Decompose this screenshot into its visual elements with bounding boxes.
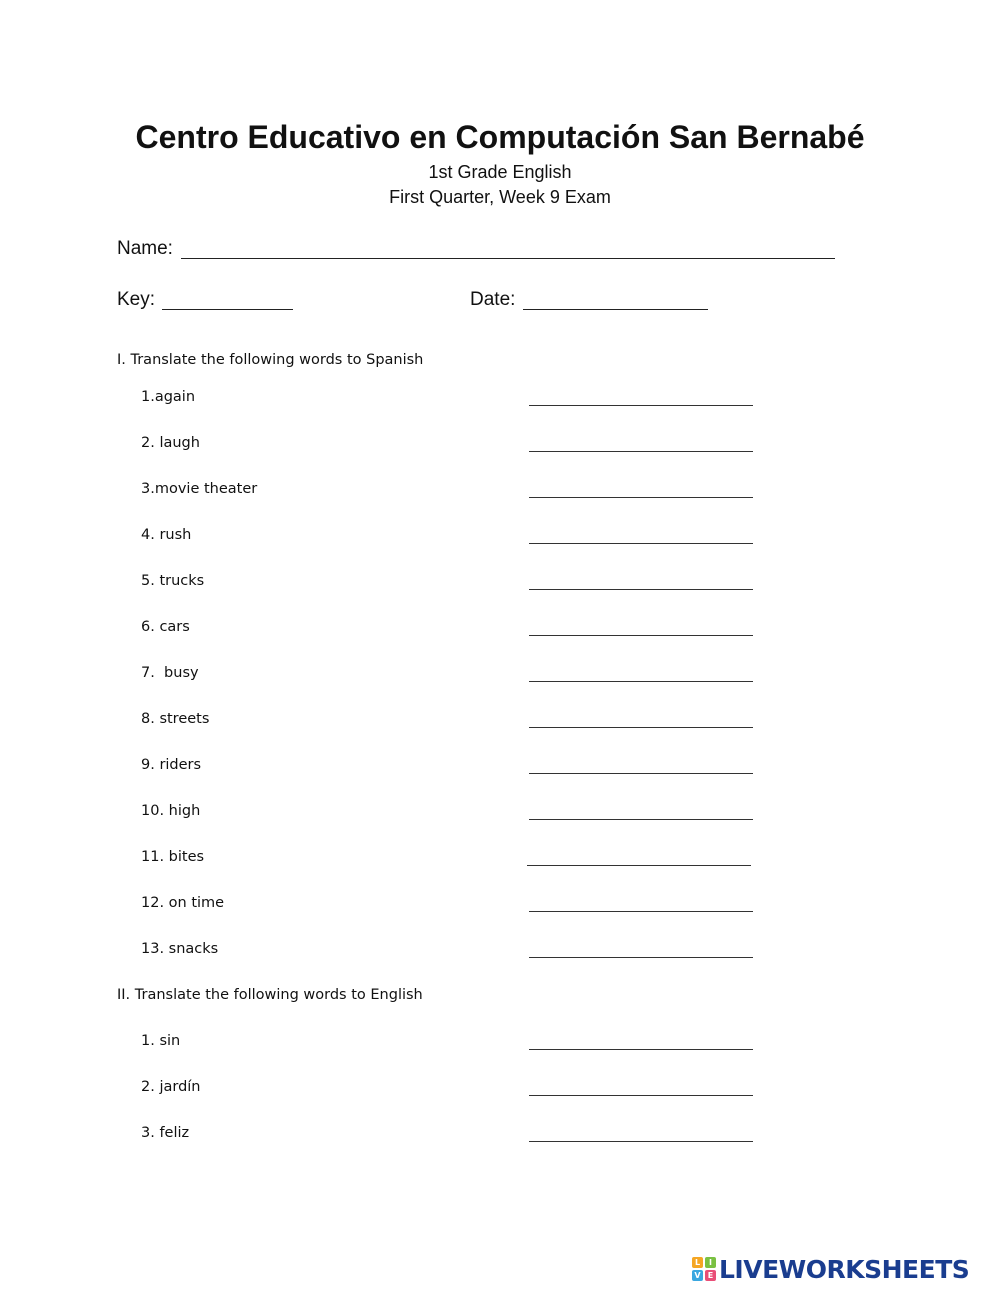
liveworksheets-logo-icon [692,1257,716,1281]
key-label: Key: [117,289,156,310]
section-1-heading: I. Translate the following words to Spanish [117,352,424,368]
answer-blank[interactable] [529,957,753,958]
answer-blank[interactable] [529,589,753,590]
answer-blank[interactable] [529,911,753,912]
logo-tile-e: E [705,1270,716,1281]
school-title: Centro Educativo en Computación San Bernabé [135,119,865,155]
question-item: 5. trucks [141,573,205,589]
question-item: 11. bites [141,849,205,865]
question-item: 4. rush [141,527,192,543]
key-field[interactable] [162,309,293,310]
question-item: 3. feliz [141,1125,190,1141]
logo-wordmark: LIVEWORKSHEETS [719,1254,970,1284]
course-subtitle: 1st Grade English [428,162,572,182]
question-item: 6. cars [141,619,190,635]
answer-blank[interactable] [529,497,753,498]
answer-blank[interactable] [529,543,753,544]
logo-tile-l: L [692,1257,703,1268]
answer-blank[interactable] [529,1049,753,1050]
question-item: 1. sin [141,1033,181,1049]
question-item: 12. on time [141,895,225,911]
answer-blank[interactable] [529,635,753,636]
liveworksheets-logo [692,1254,969,1284]
date-label: Date: [470,289,516,310]
answer-blank[interactable] [527,865,751,866]
question-item: 2. laugh [141,435,200,451]
answer-blank[interactable] [529,451,753,452]
answer-blank[interactable] [529,773,753,774]
logo-tile-v: V [692,1270,703,1281]
question-item: 1.again [141,389,196,405]
name-field[interactable] [181,258,835,259]
question-item: 8. streets [141,711,210,727]
question-item: 2. jardín [141,1079,201,1095]
question-item: 13. snacks [141,941,219,957]
question-item: 7. busy [141,665,199,681]
question-item: 10. high [141,803,201,819]
answer-blank[interactable] [529,1095,753,1096]
question-item: 9. riders [141,757,202,773]
answer-blank[interactable] [529,727,753,728]
answer-blank[interactable] [529,405,753,406]
date-field[interactable] [523,309,708,310]
question-item: 3.movie theater [141,481,258,497]
logo-tile-i: I [705,1257,716,1268]
answer-blank[interactable] [529,1141,753,1142]
answer-blank[interactable] [529,819,753,820]
answer-blank[interactable] [529,681,753,682]
section-2-heading: II. Translate the following words to English [117,987,423,1003]
exam-subtitle: First Quarter, Week 9 Exam [389,187,611,207]
name-label: Name: [117,238,173,259]
